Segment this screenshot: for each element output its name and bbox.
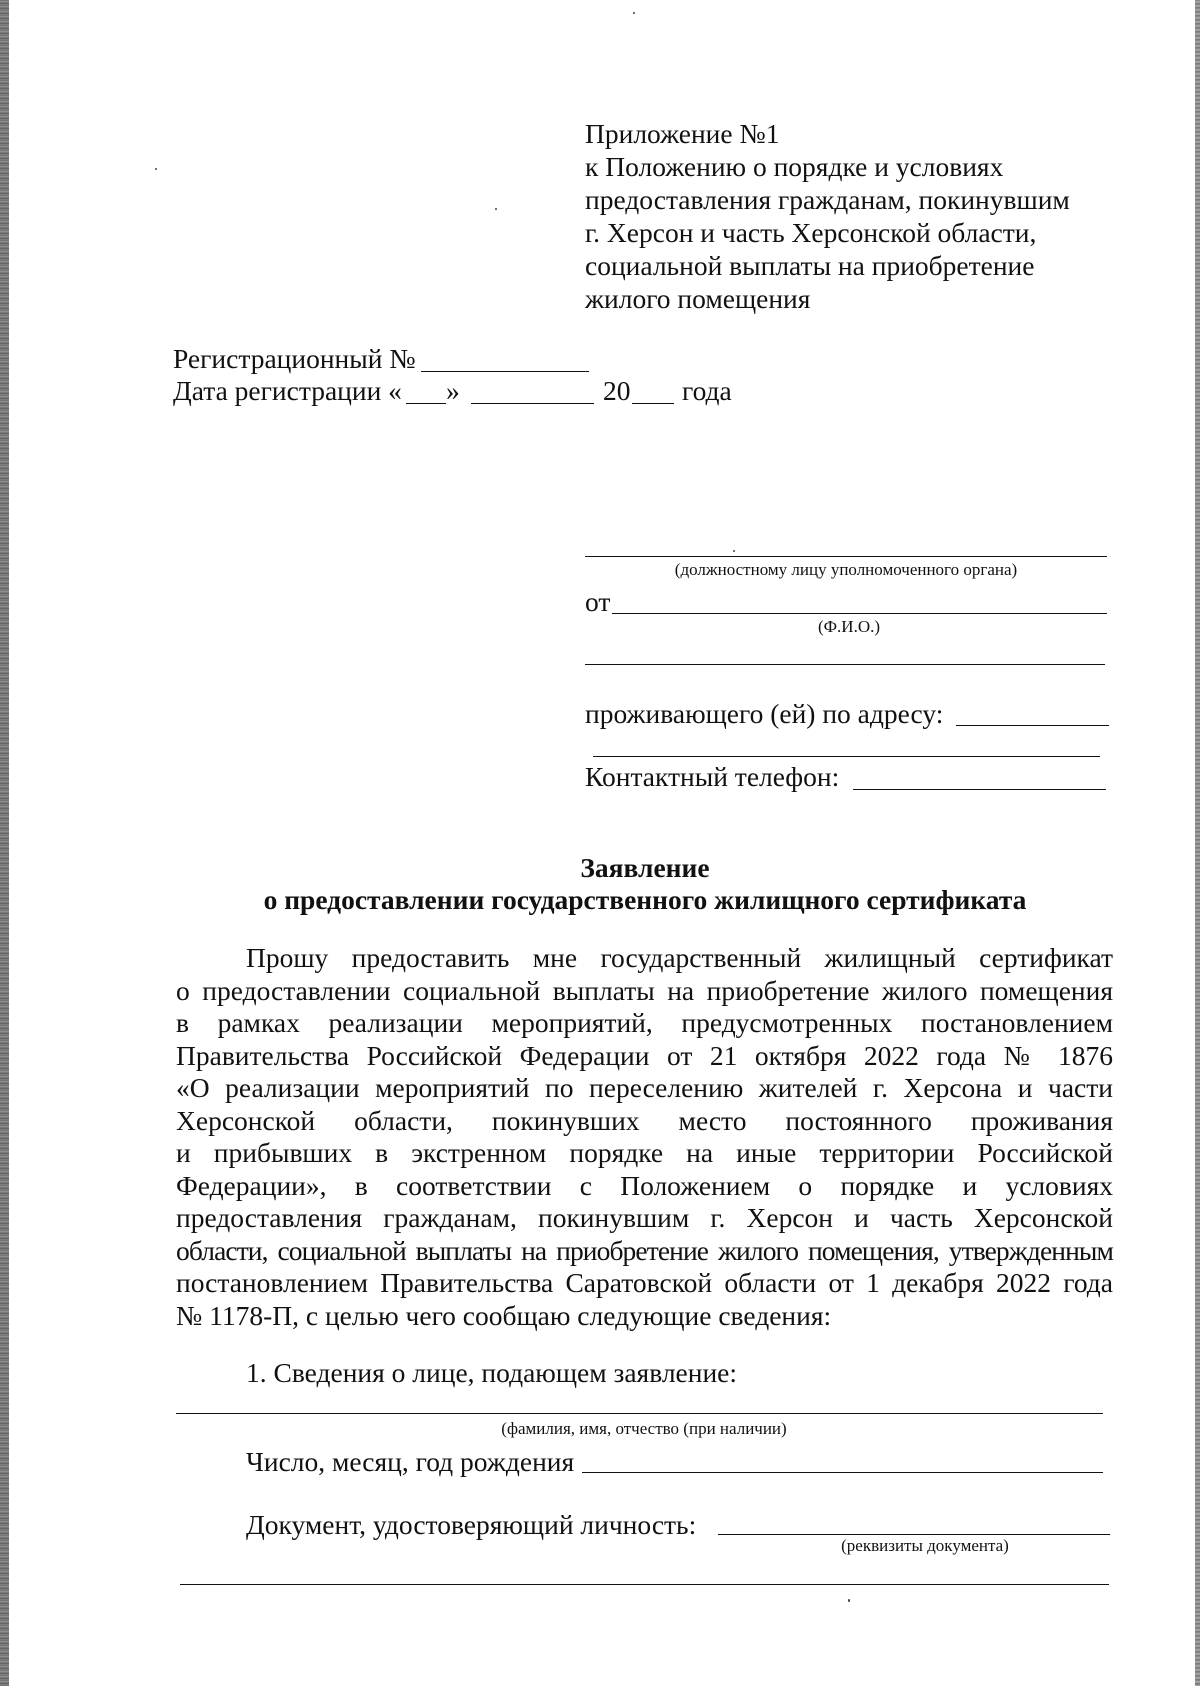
registration-number-label: Регистрационный № xyxy=(173,343,416,374)
id-document-field[interactable] xyxy=(718,1534,1110,1535)
document-title: Заявление xyxy=(580,852,710,883)
address-field-line2[interactable] xyxy=(593,756,1100,757)
applicant-fio-field[interactable] xyxy=(612,613,1107,614)
birth-date-label: Число, месяц, год рождения xyxy=(246,1446,575,1477)
registration-day-field[interactable] xyxy=(406,403,446,404)
body-line: в рамках реализации мероприятий, предусмотренных постановлением xyxy=(176,1007,1113,1038)
appendix-line: Приложение №1 xyxy=(585,118,780,149)
body-line: Прошу предоставить мне государственный жилищный сертификат xyxy=(246,942,1113,973)
applicant-name-caption: (фамилия, имя, отчество (при наличии) xyxy=(501,1419,787,1438)
id-document-label: Документ, удостоверяющий личность: xyxy=(246,1509,697,1540)
scan-speck xyxy=(733,550,735,552)
phone-field[interactable] xyxy=(853,789,1106,790)
appendix-line: к Положению о порядке и условиях xyxy=(585,151,1004,182)
address-field[interactable] xyxy=(956,725,1109,726)
registration-date-quote: » xyxy=(446,375,460,406)
official-caption: (должностному лицу уполномоченного органа) xyxy=(674,560,1018,579)
applicant-extra-field[interactable] xyxy=(585,664,1105,665)
scan-speck xyxy=(495,208,497,210)
body-line: и прибывших в экстренном порядке на иные территории Российской xyxy=(176,1137,1113,1168)
id-document-field-line2[interactable] xyxy=(180,1584,1109,1585)
body-line: постановлением Правительства Саратовской области от 1 декабря 2022 года xyxy=(176,1267,1113,1298)
fio-caption: (Ф.И.О.) xyxy=(817,617,881,636)
official-name-field[interactable] xyxy=(585,556,1107,557)
appendix-line: г. Херсон и часть Херсонской области, xyxy=(585,217,1037,248)
id-document-caption: (реквизиты документа) xyxy=(841,1536,1009,1555)
body-line: Федерации», в соответствии с Положением о порядке и условиях xyxy=(176,1169,1113,1201)
section-1-title: 1. Сведения о лице, подающем заявление: xyxy=(246,1357,738,1388)
birth-date-field[interactable] xyxy=(582,1472,1103,1473)
scan-edge-left xyxy=(0,0,9,1686)
from-label: от xyxy=(585,586,611,617)
registration-date-label: Дата регистрации « xyxy=(173,375,402,406)
registration-year-prefix: 20 xyxy=(603,375,631,406)
document-subtitle: о предоставлении государственного жилищного сертификата xyxy=(263,884,1027,915)
body-line: № 1178-П, с целью чего сообщаю следующие сведения: xyxy=(176,1299,832,1331)
registration-number-field[interactable] xyxy=(421,371,589,372)
body-line: о предоставлении социальной выплаты на приобретение жилого помещения xyxy=(176,974,1113,1006)
scan-speck xyxy=(155,168,157,170)
registration-year-field[interactable] xyxy=(632,403,674,404)
address-label: проживающего (ей) по адресу: xyxy=(585,698,944,729)
scan-speck xyxy=(848,1599,850,1602)
registration-year-suffix: года xyxy=(682,375,732,406)
scan-speck xyxy=(633,12,635,14)
body-line: Херсонской области, покинувших место постоянного проживания xyxy=(176,1104,1113,1136)
appendix-line: предоставления гражданам, покинувшим xyxy=(585,184,1070,215)
application-body xyxy=(176,942,1113,1332)
scan-edge-right xyxy=(1195,0,1200,1686)
appendix-line: социальной выплаты на приобретение xyxy=(585,250,1035,281)
body-line: Правительства Российской Федерации от 21 октября 2022 года № 1876 xyxy=(176,1039,1113,1071)
appendix-block xyxy=(585,117,1070,315)
phone-label: Контактный телефон: xyxy=(585,761,840,792)
body-line: предоставления гражданам, покинувшим г. Херсон и часть Херсонской xyxy=(176,1202,1113,1233)
appendix-line: жилого помещения xyxy=(585,283,811,314)
body-line: области, социальной выплаты на приобретение жилого помещения, утвержденным xyxy=(176,1234,1113,1266)
registration-month-field[interactable] xyxy=(471,403,594,404)
applicant-name-field[interactable] xyxy=(176,1413,1103,1414)
body-line: «О реализации мероприятий по переселению жителей г. Херсона и части xyxy=(176,1072,1113,1103)
